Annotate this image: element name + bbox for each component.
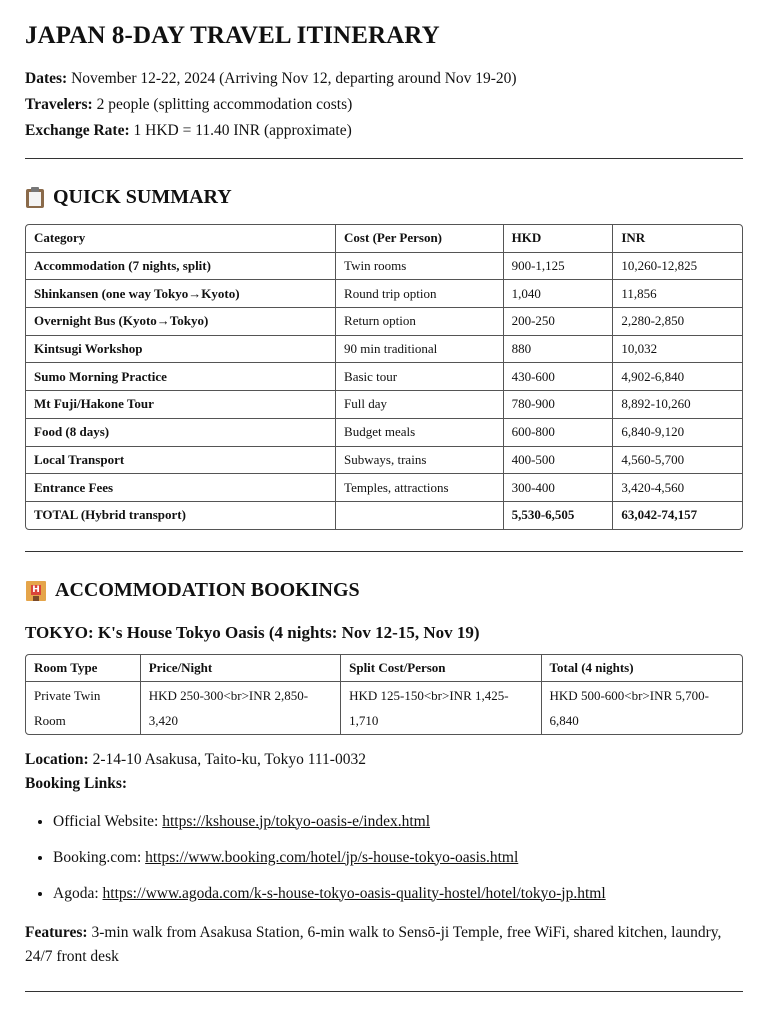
booking-links-list bbox=[25, 810, 743, 906]
divider bbox=[25, 551, 743, 552]
table-header-row bbox=[26, 225, 742, 253]
table-row bbox=[26, 308, 742, 336]
table-row bbox=[26, 336, 742, 364]
column-header: Cost (Per Person) bbox=[336, 225, 504, 253]
table-header-row bbox=[26, 655, 742, 682]
table-cell: 400-500 bbox=[504, 447, 614, 475]
table-cell: Local Transport bbox=[26, 447, 336, 475]
exchange-label: Exchange Rate: bbox=[25, 122, 130, 139]
column-header: Total (4 nights) bbox=[542, 655, 742, 682]
table-row bbox=[26, 474, 742, 502]
table-cell: 2,280-2,850 bbox=[613, 308, 742, 336]
table-cell: 430-600 bbox=[504, 363, 614, 391]
table-row bbox=[26, 363, 742, 391]
travelers-line bbox=[25, 92, 743, 118]
table-cell: 1,040 bbox=[504, 280, 614, 308]
column-header: Split Cost/Person bbox=[341, 655, 541, 682]
table-cell: Overnight Bus (Kyoto→Tokyo) bbox=[26, 308, 336, 336]
table-cell: 880 bbox=[504, 336, 614, 364]
exchange-line bbox=[25, 118, 743, 144]
table-cell: Entrance Fees bbox=[26, 474, 336, 502]
column-header: HKD bbox=[504, 225, 614, 253]
table-cell: Budget meals bbox=[336, 419, 504, 447]
table-cell: 3,420-4,560 bbox=[613, 474, 742, 502]
table-cell: 600-800 bbox=[504, 419, 614, 447]
table-cell: Accommodation (7 nights, split) bbox=[26, 253, 336, 281]
tokyo-hotel-title: TOKYO: K's House Tokyo Oasis (4 nights: Nov 12-15, Nov 19) bbox=[25, 622, 480, 642]
booking-links-label-text: Booking Links: bbox=[25, 774, 128, 792]
divider bbox=[25, 991, 743, 992]
tokyo-room-table bbox=[25, 654, 743, 735]
page-title: JAPAN 8-DAY TRAVEL ITINERARY bbox=[25, 22, 440, 49]
table-cell: Shinkansen (one way Tokyo→Kyoto) bbox=[26, 280, 336, 308]
table-cell: 11,856 bbox=[613, 280, 742, 308]
table-cell: 4,560-5,700 bbox=[613, 447, 742, 475]
table-row bbox=[26, 447, 742, 475]
travelers-label: Travelers: bbox=[25, 96, 93, 113]
summary-table bbox=[25, 224, 743, 530]
dates-line bbox=[25, 66, 743, 92]
table-cell: HKD 250-300<br>INR 2,850-3,420 bbox=[141, 682, 341, 734]
table-cell: 10,032 bbox=[613, 336, 742, 364]
table-cell: 5,530-6,505 bbox=[504, 502, 614, 529]
link-label: Agoda: bbox=[53, 884, 99, 902]
divider bbox=[25, 158, 743, 159]
table-cell: Sumo Morning Practice bbox=[26, 363, 336, 391]
features-value: 3-min walk from Asakusa Station, 6-min walk to Sensō-ji Temple, free WiFi, shared kitchen, laundry, 24/7 front desk bbox=[25, 923, 722, 965]
accommodation-heading bbox=[25, 576, 743, 604]
table-cell: HKD 500-600<br>INR 5,700-6,840 bbox=[549, 687, 709, 728]
table-cell: Kintsugi Workshop bbox=[26, 336, 336, 364]
booking-links-label bbox=[25, 772, 743, 796]
total-row bbox=[26, 502, 742, 529]
table-row bbox=[26, 419, 742, 447]
summary-heading bbox=[25, 183, 743, 211]
trip-meta bbox=[25, 66, 743, 144]
booking-com-link[interactable]: https://www.booking.com/hotel/jp/s-house-tokyo-oasis.html bbox=[145, 848, 519, 866]
list-item bbox=[53, 810, 743, 834]
table-cell: 780-900 bbox=[504, 391, 614, 419]
table-cell: Subways, trains bbox=[336, 447, 504, 475]
table-cell: Return option bbox=[336, 308, 504, 336]
features-paragraph bbox=[25, 921, 743, 969]
table-cell: 8,892-10,260 bbox=[613, 391, 742, 419]
table-cell: Temples, attractions bbox=[336, 474, 504, 502]
table-cell: 90 min traditional bbox=[336, 336, 504, 364]
table-cell: Round trip option bbox=[336, 280, 504, 308]
table-cell: Food (8 days) bbox=[26, 419, 336, 447]
column-header: Room Type bbox=[26, 655, 141, 682]
table-cell: 200-250 bbox=[504, 308, 614, 336]
dates-value: November 12-22, 2024 (Arriving Nov 12, departing around Nov 19-20) bbox=[71, 70, 517, 87]
location-label: Location: bbox=[25, 750, 89, 768]
official-website-link[interactable]: https://kshouse.jp/tokyo-oasis-e/index.html bbox=[162, 812, 431, 830]
list-item bbox=[53, 882, 743, 906]
table-cell: 300-400 bbox=[504, 474, 614, 502]
agoda-link[interactable]: https://www.agoda.com/k-s-house-tokyo-oasis-quality-hostel/hotel/tokyo-jp.html bbox=[102, 884, 606, 902]
exchange-value: 1 HKD = 11.40 INR (approximate) bbox=[133, 122, 352, 139]
table-cell: Basic tour bbox=[336, 363, 504, 391]
link-label: Official Website: bbox=[53, 812, 159, 830]
clipboard-icon bbox=[25, 186, 45, 208]
table-cell: 900-1,125 bbox=[504, 253, 614, 281]
table-cell: 4,902-6,840 bbox=[613, 363, 742, 391]
column-header: Price/Night bbox=[141, 655, 341, 682]
table-cell: Mt Fuji/Hakone Tour bbox=[26, 391, 336, 419]
table-cell: 10,260-12,825 bbox=[613, 253, 742, 281]
table-row bbox=[26, 391, 742, 419]
table-cell bbox=[336, 502, 504, 529]
table-cell: Twin rooms bbox=[336, 253, 504, 281]
table-cell: Full day bbox=[336, 391, 504, 419]
features-label: Features: bbox=[25, 923, 88, 941]
link-label: Booking.com: bbox=[53, 848, 142, 866]
table-cell: 63,042-74,157 bbox=[621, 507, 698, 523]
accommodation-heading-text: ACCOMMODATION BOOKINGS bbox=[55, 578, 360, 601]
column-header: INR bbox=[613, 225, 742, 253]
table-cell: 6,840-9,120 bbox=[613, 419, 742, 447]
table-cell: HKD 125-150<br>INR 1,425-1,710 bbox=[341, 682, 541, 734]
travelers-value: 2 people (splitting accommodation costs) bbox=[96, 96, 353, 113]
table-row bbox=[26, 682, 742, 734]
hotel-icon: H bbox=[25, 579, 47, 601]
list-item bbox=[53, 846, 743, 870]
dates-label: Dates: bbox=[25, 70, 68, 87]
column-header: Category bbox=[26, 225, 336, 253]
location-line bbox=[25, 748, 743, 772]
table-row bbox=[26, 253, 742, 281]
table-cell: TOTAL (Hybrid transport) bbox=[26, 502, 336, 529]
table-cell: Private Twin Room bbox=[26, 682, 141, 734]
table-row bbox=[26, 280, 742, 308]
summary-heading-text: QUICK SUMMARY bbox=[53, 186, 232, 208]
location-value: 2-14-10 Asakusa, Taito-ku, Tokyo 111-0032 bbox=[92, 750, 366, 768]
